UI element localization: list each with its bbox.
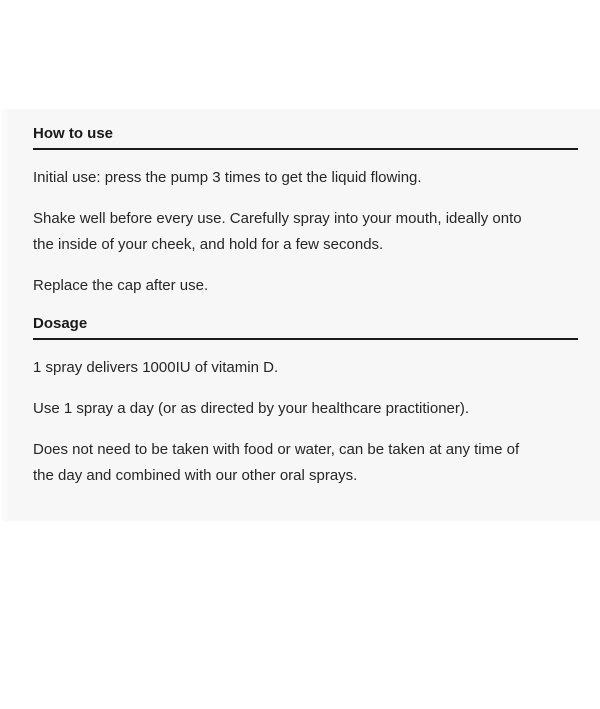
how-to-use-paragraph-initial: Initial use: press the pump 3 times to get the liquid flowing. [33, 169, 422, 186]
dosage-paragraph-food: Does not need to be taken with food or water, can be taken at any time of the day and combined with our other oral sprays. [33, 441, 520, 484]
how-to-use-paragraph-shake: Shake well before every use. Carefully spray into your mouth, ideally onto the inside of your cheek, and hold for a few seconds. [33, 210, 522, 253]
product-info-panel [2, 109, 600, 521]
how-to-use-paragraph-cap: Replace the cap after use. [33, 277, 209, 294]
section-dosage [33, 314, 578, 489]
dosage-paragraph-delivers: 1 spray delivers 1000IU of vitamin D. [33, 359, 279, 376]
dosage-paragraph-frequency: Use 1 spray a day (or as directed by your healthcare practitioner). [33, 400, 470, 417]
section-how-to-use [33, 124, 578, 299]
dosage-heading: Dosage [33, 314, 578, 340]
how-to-use-heading: How to use [33, 124, 578, 150]
